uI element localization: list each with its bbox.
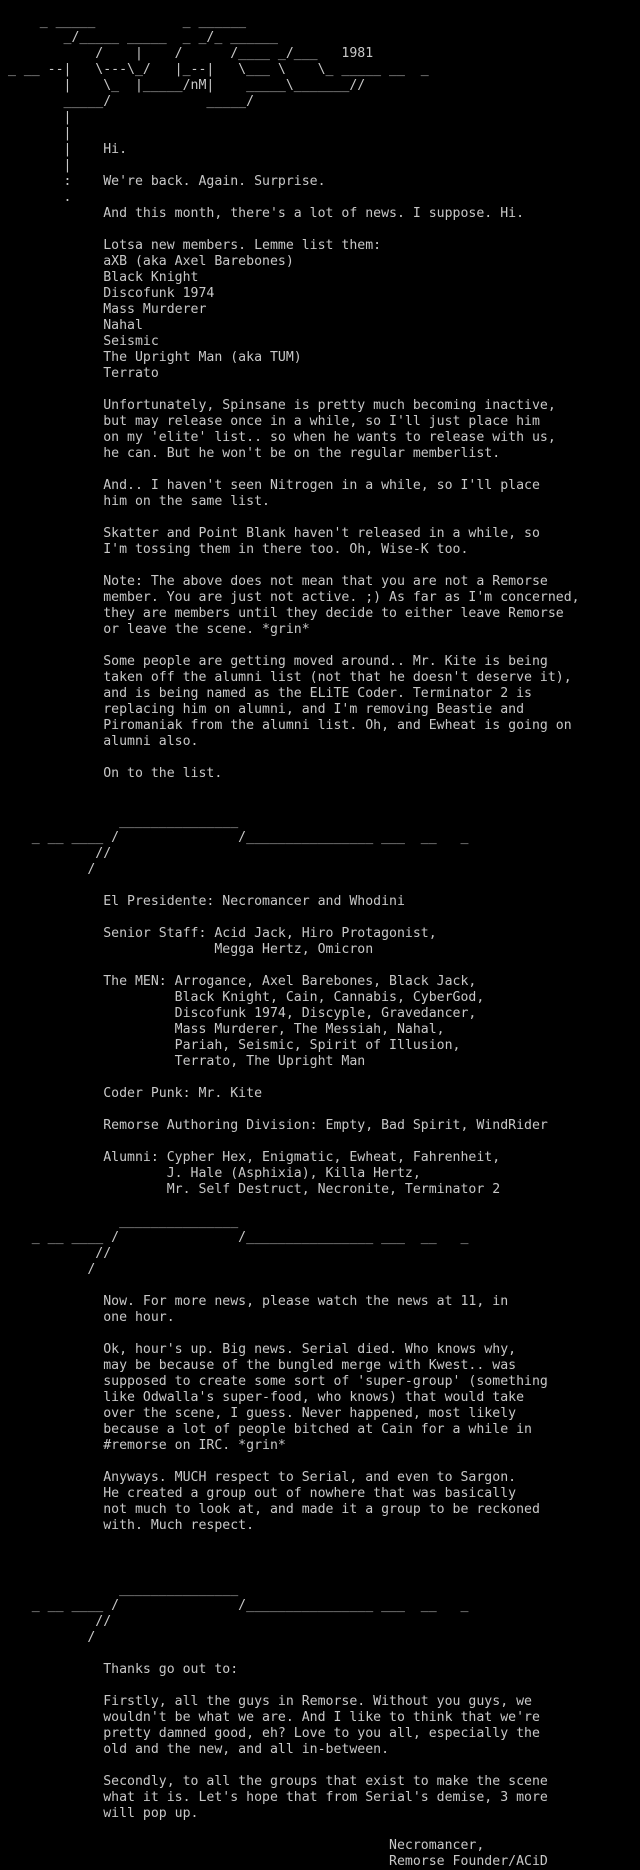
text-line: wouldn't be what we are. And I like to think that we're <box>0 1710 540 1725</box>
text-line: Alumni: Cypher Hex, Enigmatic, Ewheat, Fahrenheit, <box>0 1150 501 1165</box>
text-line: Note: The above does not mean that you are not a Remorse <box>0 574 548 589</box>
text-line <box>0 782 640 798</box>
text-line: alumni also. <box>0 734 199 749</box>
text-line: Mass Murderer, The Messiah, Nahal, <box>0 1022 445 1037</box>
text-line <box>0 1326 640 1342</box>
text-line <box>0 1758 640 1774</box>
text-line: // <box>0 846 112 861</box>
text-line <box>0 1454 640 1470</box>
text-line <box>0 1534 640 1550</box>
text-line: : We're back. Again. Surprise. <box>0 174 326 189</box>
text-line: Skatter and Point Blank haven't released in a while, so <box>0 526 540 541</box>
text-line <box>0 222 640 238</box>
text-line: taken off the alumni list (not that he doesn't deserve it), <box>0 670 572 685</box>
text-line <box>0 878 640 894</box>
text-line: Coder Punk: Mr. Kite <box>0 1086 263 1101</box>
text-line: Anyways. MUCH respect to Serial, and even to Sargon. <box>0 1470 517 1485</box>
text-line: because a lot of people bitched at Cain for a while in <box>0 1422 532 1437</box>
text-line: _______________ <box>0 1582 239 1597</box>
text-line: Now. For more news, please watch the news at 11, in <box>0 1294 509 1309</box>
text-line: | \_ |_____/nM| _____\_______// <box>0 78 366 93</box>
text-line <box>0 750 640 766</box>
text-line: Unfortunately, Spinsane is pretty much becoming inactive, <box>0 398 556 413</box>
text-line: pretty damned good, eh? Love to you all, especially the <box>0 1726 540 1741</box>
text-line: He created a group out of nowhere that was basically <box>0 1486 517 1501</box>
text-line: Seismic <box>0 334 159 349</box>
text-line: #remorse on IRC. *grin* <box>0 1438 286 1453</box>
text-line: _______________ <box>0 1214 239 1229</box>
text-line: Remorse Founder/ACiD <box>0 1854 548 1869</box>
text-line: And.. I haven't seen Nitrogen in a while, so I'll place <box>0 478 540 493</box>
text-line: what it is. Let's hope that from Serial's demise, 3 more <box>0 1790 548 1805</box>
text-line: with. Much respect. <box>0 1518 255 1533</box>
text-line: Firstly, all the guys in Remorse. Without you guys, we <box>0 1694 532 1709</box>
text-line: Terrato <box>0 366 159 381</box>
text-line <box>0 1566 640 1582</box>
text-line: not much to look at, and made it a group to be reckoned <box>0 1502 540 1517</box>
text-line <box>0 382 640 398</box>
text-line: Terrato, The Upright Man <box>0 1054 366 1069</box>
text-line: The MEN: Arrogance, Axel Barebones, Black Jack, <box>0 974 477 989</box>
text-line: but may release once in a while, so I'll just place him <box>0 414 540 429</box>
text-line: | <box>0 126 72 141</box>
text-line: Megga Hertz, Omicron <box>0 942 374 957</box>
text-line: / <box>0 1262 96 1277</box>
text-line <box>0 958 640 974</box>
text-line: member. You are just not active. ;) As far as I'm concerned, <box>0 590 580 605</box>
text-line: _ _____ _ ______ <box>0 14 247 29</box>
text-line: / | / /____ _/___ 1981 <box>0 46 374 61</box>
text-line: // <box>0 1614 112 1629</box>
ascii-document <box>0 14 640 1870</box>
text-line <box>0 558 640 574</box>
text-line: Nahal <box>0 318 143 333</box>
text-line: And this month, there's a lot of news. I suppose. Hi. <box>0 206 525 221</box>
text-line <box>0 798 640 814</box>
text-line: Ok, hour's up. Big news. Serial died. Who knows why, <box>0 1342 517 1357</box>
text-line: _/_____ _____ _ _/_ ______ <box>0 30 278 45</box>
text-line: Thanks go out to: <box>0 1662 239 1677</box>
text-line: he can. But he won't be on the regular memberlist. <box>0 446 501 461</box>
text-line <box>0 1070 640 1086</box>
text-line: Discofunk 1974 <box>0 286 215 301</box>
text-line: replacing him on alumni, and I'm removing Beastie and <box>0 702 525 717</box>
text-line: | Hi. <box>0 142 128 157</box>
text-line <box>0 1198 640 1214</box>
text-line: may be because of the bungled merge with Kwest.. was <box>0 1358 517 1373</box>
text-line: Necromancer, <box>0 1838 485 1853</box>
text-line <box>0 1550 640 1566</box>
text-line <box>0 462 640 478</box>
text-line: / <box>0 862 96 877</box>
text-line <box>0 910 640 926</box>
text-line <box>0 1822 640 1838</box>
text-line: I'm tossing them in there too. Oh, Wise-K too. <box>0 542 469 557</box>
text-line: and is being named as the ELiTE Coder. Terminator 2 is <box>0 686 532 701</box>
text-line: Piromaniak from the alumni list. Oh, and Ewheat is going on <box>0 718 572 733</box>
text-line: like Odwalla's super-food, who knows) that would take <box>0 1390 525 1405</box>
text-line: one hour. <box>0 1310 175 1325</box>
text-line: they are members until they decide to either leave Remorse <box>0 606 564 621</box>
text-line: / <box>0 1630 96 1645</box>
text-line: | <box>0 110 72 125</box>
text-line: Discofunk 1974, Discyple, Gravedancer, <box>0 1006 477 1021</box>
text-line: him on the same list. <box>0 494 270 509</box>
text-line: The Upright Man (aka TUM) <box>0 350 302 365</box>
text-line: Lotsa new members. Lemme list them: <box>0 238 382 253</box>
text-line: Black Knight, Cain, Cannabis, CyberGod, <box>0 990 485 1005</box>
text-line: on my 'elite' list.. so when he wants to release with us, <box>0 430 556 445</box>
text-line <box>0 638 640 654</box>
text-line: supposed to create some sort of 'super-group' (something <box>0 1374 548 1389</box>
text-line: _____/ _____/ <box>0 94 255 109</box>
text-line <box>0 1678 640 1694</box>
text-line: Some people are getting moved around.. Mr. Kite is being <box>0 654 548 669</box>
text-line: _ __ ____ / /________________ ___ __ _ <box>0 1230 469 1245</box>
text-line <box>0 510 640 526</box>
text-line: Pariah, Seismic, Spirit of Illusion, <box>0 1038 461 1053</box>
text-line: _ __ ____ / /________________ ___ __ _ <box>0 1598 469 1613</box>
text-line: On to the list. <box>0 766 223 781</box>
text-line: Remorse Authoring Division: Empty, Bad Spirit, WindRider <box>0 1118 548 1133</box>
text-line: El Presidente: Necromancer and Whodini <box>0 894 405 909</box>
text-line: Secondly, to all the groups that exist to make the scene <box>0 1774 548 1789</box>
text-line: | <box>0 158 72 173</box>
text-line <box>0 1102 640 1118</box>
text-line: _______________ <box>0 814 239 829</box>
text-line: will pop up. <box>0 1806 199 1821</box>
text-line: . <box>0 190 72 205</box>
text-line: _ __ ____ / /________________ ___ __ _ <box>0 830 469 845</box>
text-line <box>0 1646 640 1662</box>
text-line: old and the new, and all in-between. <box>0 1742 390 1757</box>
text-line: Mass Murderer <box>0 302 207 317</box>
text-line: aXB (aka Axel Barebones) <box>0 254 294 269</box>
text-line: Senior Staff: Acid Jack, Hiro Protagonist, <box>0 926 437 941</box>
text-line <box>0 1278 640 1294</box>
text-line: // <box>0 1246 112 1261</box>
text-line: _ __ --| \---\_/ |_--| \___ \ \_ _____ __ _ <box>0 62 429 77</box>
text-line: or leave the scene. *grin* <box>0 622 310 637</box>
text-line: over the scene, I guess. Never happened, most likely <box>0 1406 517 1421</box>
text-line <box>0 1134 640 1150</box>
text-line: Mr. Self Destruct, Necronite, Terminator 2 <box>0 1182 501 1197</box>
text-line: Black Knight <box>0 270 199 285</box>
text-line: J. Hale (Asphixia), Killa Hertz, <box>0 1166 421 1181</box>
